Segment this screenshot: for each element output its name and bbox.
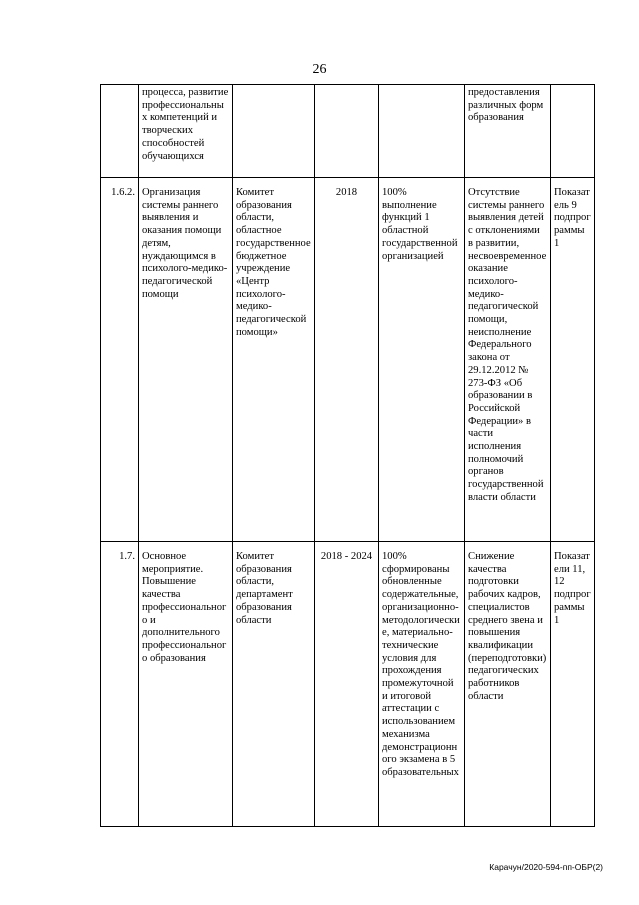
- row-number: 1.6.2.: [101, 178, 139, 542]
- expected-result: 100% выполнение функций 1 областной государственной организацией: [379, 178, 465, 542]
- page-number: 26: [312, 62, 327, 77]
- period: 2018 - 2024: [315, 542, 379, 827]
- activity-name: Основное мероприятие. Повышение качества профессионального и дополнительного профессионального образования: [139, 542, 233, 827]
- activity-name: процесса, развитие профессиональных компетенций и творческих способностей обучающихся: [139, 85, 233, 178]
- non-implementation-consequences: Отсутствие системы раннего выявления детей с отклонениями в развитии, несвоевременное оказание психолого-медико-педагогической помощи, неисполнение Федерального закона от 29.12.2012 № 273-ФЗ «Об образовании в Российской Федерации» в части исполнения полномочий органов государственной власти области: [465, 178, 551, 542]
- table-row: [101, 542, 595, 827]
- indicator-link: [551, 85, 595, 178]
- non-implementation-consequences: предоставления различных форм образования: [465, 85, 551, 178]
- expected-result: [379, 85, 465, 178]
- row-number: 1.7.: [101, 542, 139, 827]
- executor: Комитет образования области, областное государственное бюджетное учреждение «Центр психолого-медико-педагогической помощи»: [233, 178, 315, 542]
- executor: Комитет образования области, департамент образования области: [233, 542, 315, 827]
- period: 2018: [315, 178, 379, 542]
- executor: [233, 85, 315, 178]
- expected-result: 100% сформированы обновленные содержательные, организационно-методологические, материально-технические условия для прохождения промежуточной и итоговой аттестации с использованием механизма демонстрационного экзамена в 5 образовательных: [379, 542, 465, 827]
- table-row: [101, 178, 595, 542]
- non-implementation-consequences: Снижение качества подготовки рабочих кадров, специалистов среднего звена и повышения квалификации (переподготовки) педагогических работников области: [465, 542, 551, 827]
- row-number: [101, 85, 139, 178]
- document-code: Карачун/2020-594-пп-ОБР(2): [489, 862, 603, 872]
- period: [315, 85, 379, 178]
- indicator-link: Показатель 9 подпрограммы 1: [551, 178, 595, 542]
- activity-name: Организация системы раннего выявления и оказания помощи детям, нуждающимся в психолого-медико-педагогической помощи: [139, 178, 233, 542]
- program-activities-table: [100, 84, 595, 827]
- table-row: [101, 85, 595, 178]
- indicator-link: Показатели 11, 12 подпрограммы 1: [551, 542, 595, 827]
